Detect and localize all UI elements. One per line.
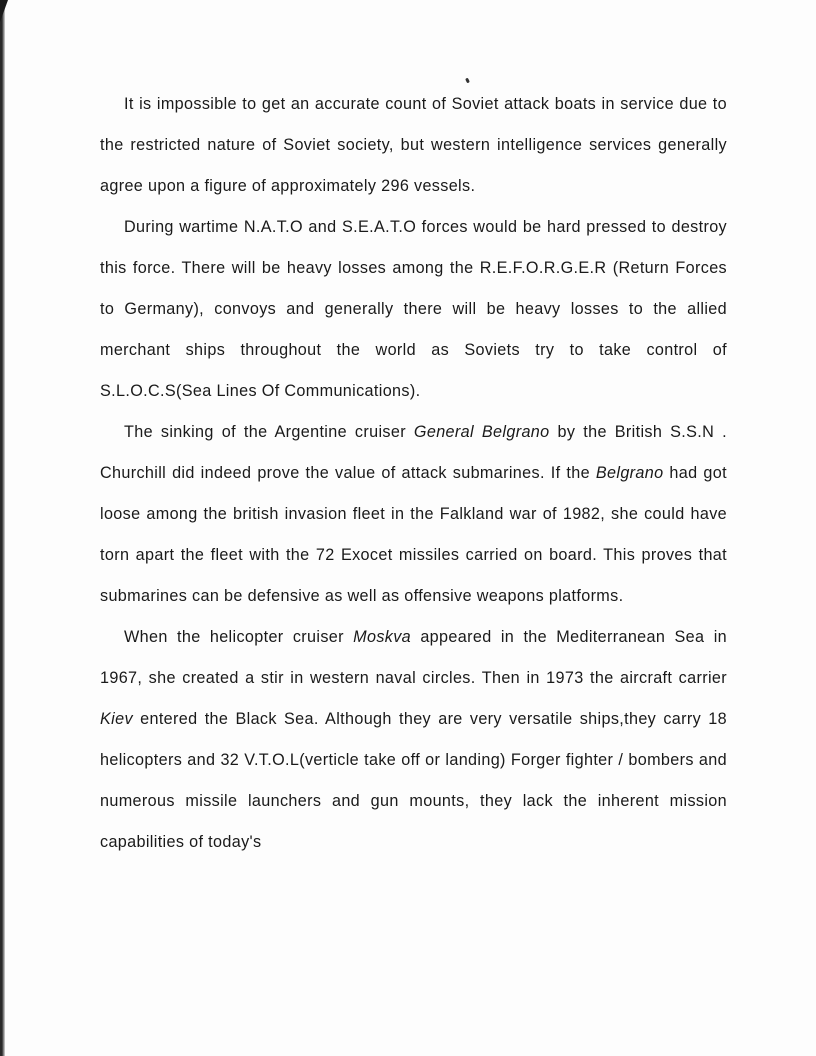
ship-name-belgrano: Belgrano xyxy=(595,464,664,482)
paragraph-3-text: had got loose among the british invasion fleet in the Falkland war of 1982, she could have torn apart the fleet with the 72 Exocet missiles carried on board. This proves that submarines can be defensive as well as offensive weapons platforms. xyxy=(100,464,727,605)
paragraph-4-text: When the helicopter cruiser xyxy=(124,628,354,646)
paragraph-3 xyxy=(100,412,727,617)
scan-edge-shadow xyxy=(0,0,5,1056)
paragraph-4-text: entered the Black Sea. Although they are very versatile ships,they carry 18 helicopters and 32 V.T.O.L(verticle take off or landing) Forger fighter / bombers and numerous missile launchers and gun mounts, they lack the inherent mission capabilities of today's xyxy=(100,710,727,851)
ship-name-general-belgrano: General Belgrano xyxy=(413,423,550,441)
paragraph-1 xyxy=(100,84,727,207)
paragraph-2 xyxy=(100,207,727,412)
scan-speck xyxy=(465,78,470,84)
paragraph-4-text: appeared in the Mediterranean Sea in 1967, she created a stir in western naval circles. Then in 1973 the aircraft carrier xyxy=(100,628,727,687)
paragraph-1-text: It is impossible to get an accurate count of Soviet attack boats in service due to the restricted nature of Soviet society, but western intelligence services generally agree upon a figure of approximately 296 vessels. xyxy=(100,95,727,195)
paragraph-4 xyxy=(100,617,727,863)
document-body xyxy=(100,84,727,863)
scan-corner-mark xyxy=(0,0,8,22)
ship-name-moskva: Moskva xyxy=(353,628,412,646)
paragraph-2-text: During wartime N.A.T.O and S.E.A.T.O forces would be hard pressed to destroy this force. There will be heavy losses among the R.E.F.O.R.G.E.R (Return Forces to Germany), convoys and generally there will be heavy losses to the allied merchant ships throughout the world as Soviets try to take control of S.L.O.C.S(Sea Lines Of Communications). xyxy=(100,218,727,400)
paragraph-3-text: The sinking of the Argentine cruiser xyxy=(124,423,414,441)
ship-name-kiev: Kiev xyxy=(100,710,133,728)
paragraph-3-text: by the British S.S.N . Churchill did indeed prove the value of attack submarines. If the xyxy=(100,423,727,482)
